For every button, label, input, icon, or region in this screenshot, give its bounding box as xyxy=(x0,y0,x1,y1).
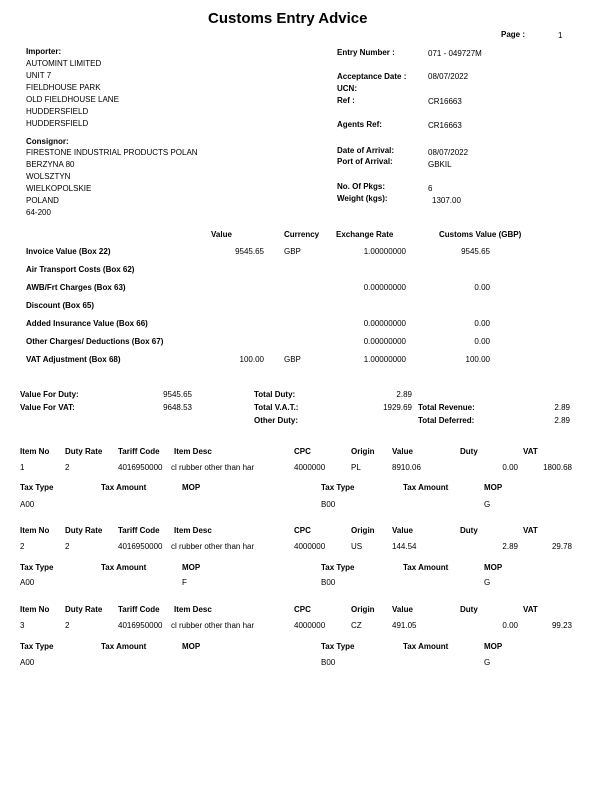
tax-header-mop: MOP xyxy=(182,563,201,572)
consignor-line: BERZYNA 80 xyxy=(26,160,75,169)
tax-header-type: Tax Type xyxy=(20,563,54,572)
item-header-origin: Origin xyxy=(351,447,375,456)
item-header-duty-rate: Duty Rate xyxy=(65,447,103,456)
item-tariff-code: 4016950000 xyxy=(118,463,163,472)
tax-header-type: Tax Type xyxy=(321,483,355,492)
item-desc: cl rubber other than har xyxy=(171,463,255,472)
item-header-duty: Duty xyxy=(460,605,478,614)
port-of-arrival-label: Port of Arrival: xyxy=(337,157,393,166)
tax-mop: G xyxy=(484,658,491,667)
total-vat-value: 1929.69 xyxy=(383,403,412,412)
item-cpc: 4000000 xyxy=(294,542,326,551)
ref-label: Ref : xyxy=(337,96,355,105)
agents-ref-label: Agents Ref: xyxy=(337,120,382,129)
value-for-vat-value: 9648.53 xyxy=(163,403,192,412)
values-row-rate: 0.00000000 xyxy=(363,319,406,328)
values-row-label: Other Charges/ Deductions (Box 67) xyxy=(26,337,164,346)
item-duty-rate: 2 xyxy=(65,621,70,630)
tax-header-amount: Tax Amount xyxy=(403,483,449,492)
tax-header-mop: MOP xyxy=(484,563,503,572)
item-duty: 0.00 xyxy=(502,463,518,472)
date-of-arrival-value: 08/07/2022 xyxy=(428,148,469,157)
item-header-vat: VAT xyxy=(523,447,538,456)
importer-line: HUDDERSFIELD xyxy=(26,107,89,116)
values-row-value: 100.00 xyxy=(239,355,264,364)
consignor-label: Consignor: xyxy=(26,137,69,146)
tax-header-type: Tax Type xyxy=(20,642,54,651)
importer-address xyxy=(26,59,119,131)
item-header-origin: Origin xyxy=(351,526,375,535)
tax-type: A00 xyxy=(20,658,35,667)
date-of-arrival-label: Date of Arrival: xyxy=(337,146,395,155)
values-row-label: Air Transport Costs (Box 62) xyxy=(26,265,135,274)
item-header-value: Value xyxy=(392,447,413,456)
values-row-label: VAT Adjustment (Box 68) xyxy=(26,355,121,364)
item-desc: cl rubber other than har xyxy=(171,621,255,630)
item-header-cpc: CPC xyxy=(294,526,311,535)
item-no: 3 xyxy=(20,621,25,630)
item-header-vat: VAT xyxy=(523,526,538,535)
item-header-cpc: CPC xyxy=(294,447,311,456)
values-row-currency: GBP xyxy=(284,355,301,364)
importer-line: OLD FIELDHOUSE LANE xyxy=(26,95,119,104)
values-row-label: Discount (Box 65) xyxy=(26,301,95,310)
item-vat: 29.78 xyxy=(551,542,572,551)
packages-value: 6 xyxy=(428,184,433,193)
item-duty-rate: 2 xyxy=(65,542,70,551)
value-for-duty-label: Value For Duty: xyxy=(20,390,79,399)
item-header-duty-rate: Duty Rate xyxy=(65,605,103,614)
values-row-rate: 1.00000000 xyxy=(363,355,406,364)
item-origin: US xyxy=(351,542,363,551)
item-origin: CZ xyxy=(351,621,362,630)
tax-header-type: Tax Type xyxy=(321,642,355,651)
values-row-rate: 1.00000000 xyxy=(363,247,406,256)
item-tariff-code: 4016950000 xyxy=(118,542,163,551)
item-cpc: 4000000 xyxy=(294,463,326,472)
weight-value: 1307.00 xyxy=(432,196,461,205)
page-number: 1 xyxy=(558,31,563,40)
item-header-tariff-code: Tariff Code xyxy=(118,605,160,614)
page-title: Customs Entry Advice xyxy=(208,10,368,27)
item-header-duty-rate: Duty Rate xyxy=(65,526,103,535)
item-header-item-desc: Item Desc xyxy=(174,526,212,535)
item-vat: 1800.68 xyxy=(543,463,572,472)
tax-header-amount: Tax Amount xyxy=(403,642,449,651)
tax-type: A00 xyxy=(20,578,35,587)
value-for-vat-label: Value For VAT: xyxy=(20,403,75,412)
tax-header-mop: MOP xyxy=(484,642,503,651)
item-desc: cl rubber other than har xyxy=(171,542,255,551)
ref-value: CR16663 xyxy=(428,97,462,106)
consignor-line: 64-200 xyxy=(26,208,51,217)
values-row-label: Added Insurance Value (Box 66) xyxy=(26,319,148,328)
importer-line: HUDDERSFIELD xyxy=(26,119,89,128)
page-label: Page : xyxy=(501,30,526,39)
item-header-vat: VAT xyxy=(523,605,538,614)
consignor-line: WIELKOPOLSKIE xyxy=(26,184,92,193)
consignor-line: POLAND xyxy=(26,196,59,205)
item-header-item-no: Item No xyxy=(20,447,50,456)
values-row-customs: 0.00 xyxy=(474,337,490,346)
total-revenue-label: Total Revenue: xyxy=(418,403,475,412)
item-header-tariff-code: Tariff Code xyxy=(118,447,160,456)
item-duty-rate: 2 xyxy=(65,463,70,472)
values-row-rate: 0.00000000 xyxy=(363,337,406,346)
tax-mop: F xyxy=(182,578,187,587)
port-of-arrival-value: GBKIL xyxy=(428,160,452,169)
tax-header-mop: MOP xyxy=(182,642,201,651)
tax-type: B00 xyxy=(321,500,336,509)
total-vat-label: Total V.A.T.: xyxy=(254,403,299,412)
value-for-duty-value: 9545.65 xyxy=(163,390,192,399)
item-value: 491.05 xyxy=(392,621,417,630)
item-header-tariff-code: Tariff Code xyxy=(118,526,160,535)
consignor-address xyxy=(26,148,198,220)
agents-ref-value: CR16663 xyxy=(428,121,462,130)
item-origin: PL xyxy=(351,463,361,472)
total-deferred-label: Total Deferred: xyxy=(418,416,475,425)
total-revenue-value: 2.89 xyxy=(554,403,570,412)
item-header-origin: Origin xyxy=(351,605,375,614)
values-row-label: Invoice Value (Box 22) xyxy=(26,247,111,256)
importer-line: AUTOMINT LIMITED xyxy=(26,59,102,68)
total-duty-label: Total Duty: xyxy=(254,390,296,399)
entry-number-label: Entry Number : xyxy=(337,48,395,57)
values-header-value: Value xyxy=(211,230,232,239)
other-duty-label: Other Duty: xyxy=(254,416,298,425)
item-cpc: 4000000 xyxy=(294,621,326,630)
tax-header-type: Tax Type xyxy=(20,483,54,492)
item-header-duty: Duty xyxy=(460,447,478,456)
item-header-item-desc: Item Desc xyxy=(174,605,212,614)
item-tariff-code: 4016950000 xyxy=(118,621,163,630)
values-header-currency: Currency xyxy=(284,230,320,239)
importer-line: UNIT 7 xyxy=(26,71,52,80)
packages-label: No. Of Pkgs: xyxy=(337,182,386,191)
tax-type: B00 xyxy=(321,578,336,587)
values-row-customs: 100.00 xyxy=(465,355,490,364)
item-value: 144.54 xyxy=(392,542,417,551)
item-duty: 2.89 xyxy=(502,542,518,551)
item-header-value: Value xyxy=(392,526,413,535)
values-row-rate: 0.00000000 xyxy=(363,283,406,292)
ucn-label: UCN: xyxy=(337,84,357,93)
values-row-value: 9545.65 xyxy=(235,247,264,256)
importer-label: Importer: xyxy=(26,47,62,56)
tax-header-amount: Tax Amount xyxy=(403,563,449,572)
item-duty: 0.00 xyxy=(502,621,518,630)
tax-header-type: Tax Type xyxy=(321,563,355,572)
item-header-item-no: Item No xyxy=(20,526,50,535)
values-header-customs-value: Customs Value (GBP) xyxy=(439,230,522,239)
consignor-line: FIRESTONE INDUSTRIAL PRODUCTS POLAN xyxy=(26,148,198,157)
item-header-item-desc: Item Desc xyxy=(174,447,212,456)
values-row-label: AWB/Frt Charges (Box 63) xyxy=(26,283,126,292)
values-row-customs: 0.00 xyxy=(474,283,490,292)
values-header-exchange-rate: Exchange Rate xyxy=(336,230,394,239)
item-header-item-no: Item No xyxy=(20,605,50,614)
tax-header-mop: MOP xyxy=(182,483,201,492)
acceptance-date-label: Acceptance Date : xyxy=(337,72,407,81)
importer-line: FIELDHOUSE PARK xyxy=(26,83,101,92)
weight-label: Weight (kgs): xyxy=(337,194,388,203)
tax-mop: G xyxy=(484,578,491,587)
total-duty-value: 2.89 xyxy=(396,390,412,399)
tax-type: B00 xyxy=(321,658,336,667)
tax-header-mop: MOP xyxy=(484,483,503,492)
tax-type: A00 xyxy=(20,500,35,509)
item-header-duty: Duty xyxy=(460,526,478,535)
item-vat: 99.23 xyxy=(551,621,572,630)
item-value: 8910.06 xyxy=(392,463,421,472)
consignor-line: WOLSZTYN xyxy=(26,172,71,181)
tax-header-amount: Tax Amount xyxy=(101,642,147,651)
values-row-customs: 0.00 xyxy=(474,319,490,328)
tax-mop: G xyxy=(484,500,491,509)
item-header-value: Value xyxy=(392,605,413,614)
entry-number-value: 071 - 049727M xyxy=(428,49,482,58)
item-no: 1 xyxy=(20,463,25,472)
values-row-currency: GBP xyxy=(284,247,301,256)
total-deferred-value: 2.89 xyxy=(554,416,570,425)
tax-header-amount: Tax Amount xyxy=(101,483,147,492)
item-header-cpc: CPC xyxy=(294,605,311,614)
acceptance-date-value: 08/07/2022 xyxy=(428,72,469,81)
tax-header-amount: Tax Amount xyxy=(101,563,147,572)
values-row-customs: 9545.65 xyxy=(461,247,490,256)
item-no: 2 xyxy=(20,542,25,551)
